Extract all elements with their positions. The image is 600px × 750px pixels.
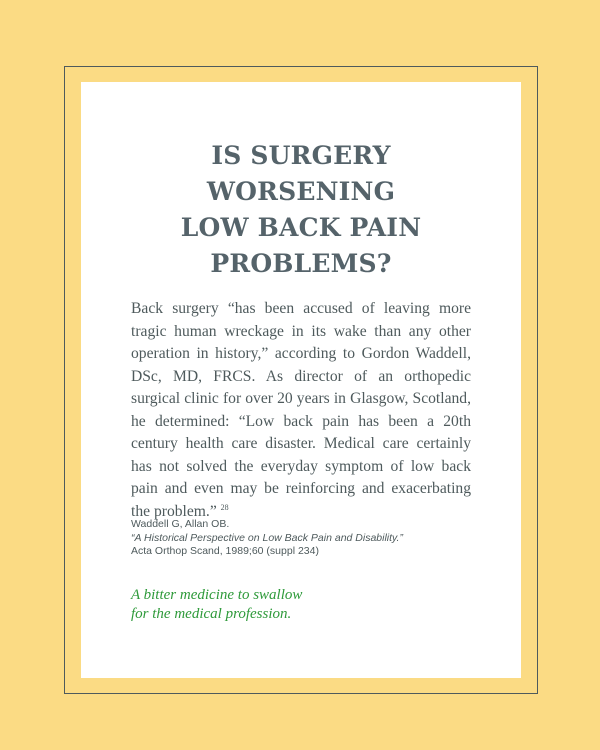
footnote-marker: 28: [220, 502, 229, 512]
body-text: Back surgery “has been accused of leaving more tragic human wreckage in its wake than any other operation in history,” according to Gordon Waddell, DSc, MD, FRCS. As director of an orthopedic surgical clinic for over 20 years in Glasgow, Scotland, he determined: “Low back pain has been a 20th century health care disaster. Medical care certainly has not solved the everyday symptom of low back pain and even may be reinforcing and exacerbating the problem.”: [131, 300, 471, 520]
title-line: PROBLEMS?: [210, 249, 392, 278]
title-line: IS SURGERY: [211, 141, 391, 170]
tagline-line: A bitter medicine to swallow: [131, 587, 303, 603]
citation-authors: Waddell G, Allan OB.: [131, 518, 230, 530]
title-line: LOW BACK PAIN: [180, 213, 422, 242]
body-paragraph: [131, 298, 471, 523]
page-title: [81, 138, 521, 282]
title-line: WORSENING: [206, 177, 396, 206]
citation-journal: Acta Orthop Scand, 1989;60 (suppl 234): [131, 545, 319, 557]
content-card: [81, 82, 521, 678]
citation: [131, 518, 471, 559]
citation-title: “A Historical Perspective on Low Back Pain and Disability.”: [131, 531, 403, 544]
tagline: [131, 586, 471, 624]
tagline-line: for the medical profession.: [131, 606, 292, 622]
